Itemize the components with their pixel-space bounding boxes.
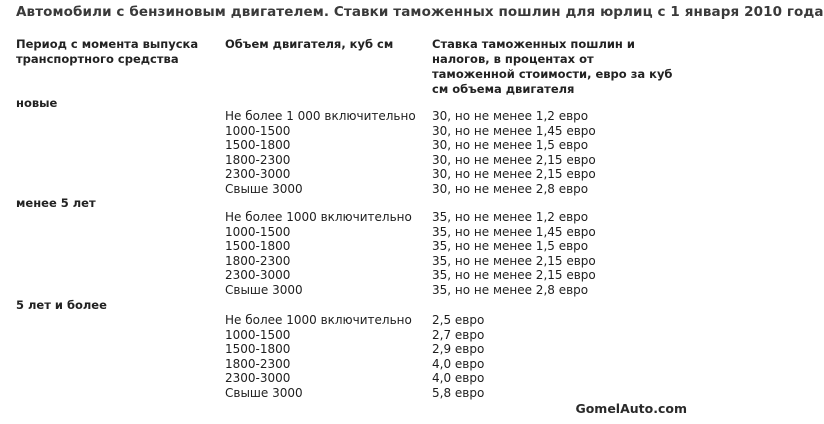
- table-row: [0, 153, 700, 168]
- row-rate: 5,8 евро: [432, 385, 485, 400]
- table-row: [0, 239, 700, 254]
- group-label-under-5: менее 5 лет: [16, 196, 96, 210]
- row-rate: 2,9 евро: [432, 342, 485, 356]
- row-volume: Свыше 3000: [225, 181, 303, 196]
- table-row: [0, 182, 700, 197]
- table-row: [0, 371, 700, 386]
- table-row: [0, 313, 700, 328]
- group-label-5-plus: 5 лет и более: [16, 298, 107, 312]
- table-row: [0, 225, 700, 240]
- row-rate: 30, но не менее 2,8 евро: [432, 181, 589, 196]
- site-watermark: GomelAuto.com: [572, 400, 690, 417]
- table-row: [0, 109, 700, 124]
- row-rate: 35, но не менее 1,2 евро: [432, 210, 589, 224]
- table-row: [0, 357, 700, 372]
- page-title: Автомобили с бензиновым двигателем. Ставки таможенных пошлин для юрлиц с 1 января 2010 года: [16, 4, 824, 20]
- row-volume: 1000-1500: [225, 123, 291, 138]
- row-rate: 35, но не менее 1,45 евро: [432, 224, 596, 239]
- row-rate: 35, но не менее 2,15 евро: [432, 253, 596, 268]
- row-rate: 4,0 евро: [432, 371, 485, 385]
- row-rate: 30, но не менее 1,45 евро: [432, 123, 596, 138]
- row-volume: Свыше 3000: [225, 282, 303, 297]
- row-volume: 1800-2300: [225, 356, 291, 371]
- row-volume: Не более 1000 включительно: [225, 210, 412, 224]
- row-rate: 4,0 евро: [432, 356, 485, 371]
- header-volume: Объем двигателя, куб см: [225, 37, 394, 51]
- row-volume: Свыше 3000: [225, 385, 303, 400]
- row-volume: 1500-1800: [225, 138, 291, 152]
- table-row: [0, 386, 700, 401]
- row-rate: 2,7 евро: [432, 327, 485, 342]
- row-volume: 1800-2300: [225, 253, 291, 268]
- row-rate: 30, но не менее 2,15 евро: [432, 152, 596, 167]
- table-row: [0, 342, 700, 357]
- row-rate: 30, но не менее 1,5 евро: [432, 138, 589, 152]
- row-rate: 35, но не менее 2,15 евро: [432, 268, 596, 282]
- row-volume: 2300-3000: [225, 167, 291, 181]
- row-rate: 30, но не менее 2,15 евро: [432, 167, 596, 181]
- header-rate: Ставка таможенных пошлин и налогов, в процентах от таможенной стоимости, евро за куб см объема двигателя: [432, 37, 673, 96]
- table-row: [0, 328, 700, 343]
- table-row: [0, 254, 700, 269]
- table-row: [0, 124, 700, 139]
- table-row: [0, 138, 700, 153]
- row-rate: 35, но не менее 1,5 евро: [432, 239, 589, 253]
- row-rate: 2,5 евро: [432, 313, 485, 327]
- row-rate: 35, но не менее 2,8 евро: [432, 282, 589, 297]
- header-period: Период с момента выпуска транспортного средства: [16, 37, 199, 66]
- row-volume: 1500-1800: [225, 239, 291, 253]
- table-row: [0, 268, 700, 283]
- row-volume: 2300-3000: [225, 371, 291, 385]
- row-volume: Не более 1000 включительно: [225, 313, 412, 327]
- table-row: [0, 167, 700, 182]
- row-volume: 1800-2300: [225, 152, 291, 167]
- row-rate: 30, но не менее 1,2 евро: [432, 109, 589, 123]
- row-volume: 1000-1500: [225, 327, 291, 342]
- table-row: [0, 283, 700, 298]
- row-volume: Не более 1 000 включительно: [225, 109, 416, 123]
- group-label-new: новые: [16, 96, 58, 110]
- row-volume: 1000-1500: [225, 224, 291, 239]
- row-volume: 2300-3000: [225, 268, 291, 282]
- row-volume: 1500-1800: [225, 342, 291, 356]
- table-row: [0, 210, 700, 225]
